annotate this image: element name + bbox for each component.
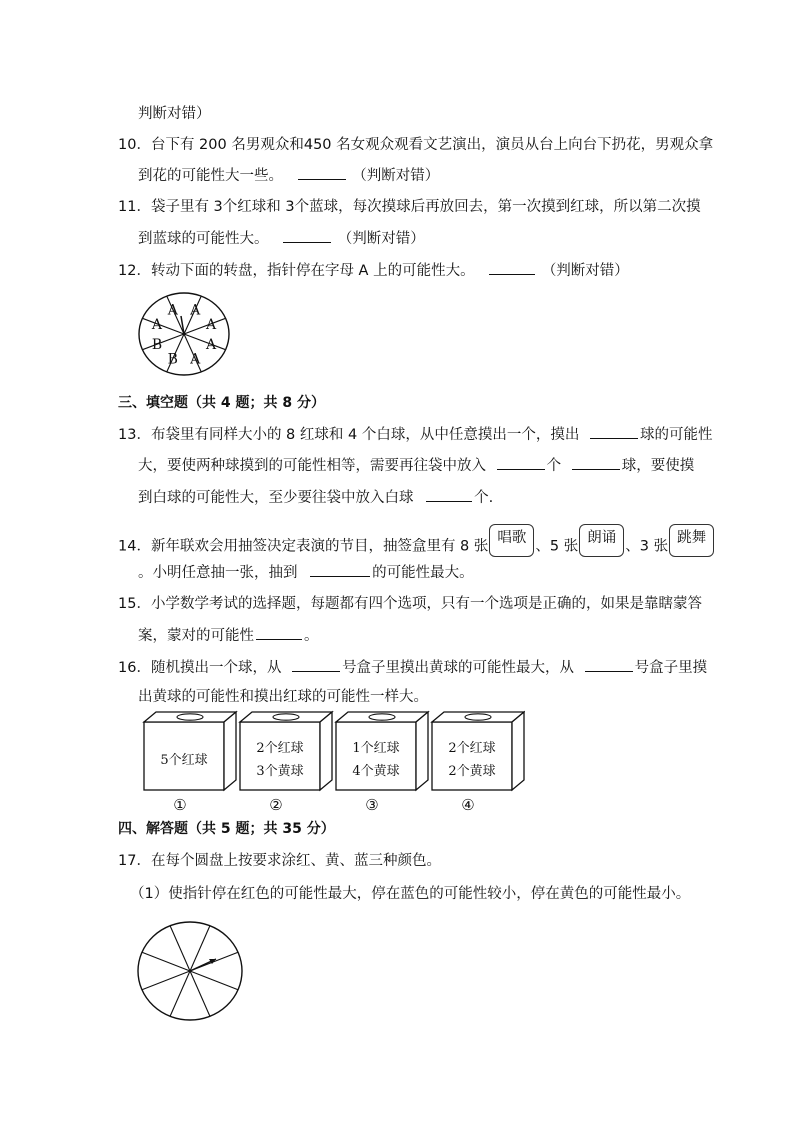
q15-answer-blank[interactable] bbox=[256, 625, 302, 640]
section-3-title: 三、填空题（共 4 题；共 8 分） bbox=[118, 395, 325, 411]
q13-blank-white[interactable] bbox=[426, 487, 472, 502]
q10-answer-blank[interactable] bbox=[298, 165, 346, 180]
q15-line1: 15．小学数学考试的选择题，每题都有四个选项，只有一个选项是正确的，如果是靠瞎蒙答 bbox=[118, 596, 702, 612]
spinner-label: A bbox=[205, 337, 217, 354]
q14-text-3: 、3 张 bbox=[625, 538, 669, 555]
q13-blank-ball[interactable] bbox=[590, 424, 638, 439]
card-reciting: 朗诵 bbox=[579, 524, 624, 557]
q13-blank-color[interactable] bbox=[572, 455, 620, 470]
q16-text-2: 号盒子里摸出黄球的可能性最大，从 bbox=[342, 660, 575, 676]
q11-answer-blank[interactable] bbox=[283, 228, 331, 243]
q13-text-5: 球，要使摸 bbox=[621, 458, 695, 474]
ball-box bbox=[240, 712, 332, 814]
spinner-label: A bbox=[151, 316, 163, 333]
q14-text-4: 。小明任意抽一张，抽到 bbox=[138, 565, 298, 581]
q9-tail: 判断对错） bbox=[138, 106, 211, 122]
card-singing: 唱歌 bbox=[489, 524, 534, 557]
spinner-label: A bbox=[167, 302, 178, 319]
ball-box bbox=[336, 712, 428, 814]
q14-text-2: 、5 张 bbox=[535, 538, 579, 555]
q13-text-2: 球的可能性 bbox=[639, 427, 713, 443]
ball-boxes bbox=[140, 708, 525, 816]
q10-text: 到花的可能性大一些。 bbox=[138, 168, 283, 184]
q10-judge-label: （判断对错） bbox=[352, 168, 440, 184]
q14-text-5: 的可能性最大。 bbox=[372, 565, 474, 581]
ball-box bbox=[144, 712, 236, 814]
q16-text-3: 号盒子里摸 bbox=[634, 660, 708, 676]
q16-text-1: 16．随机摸出一个球，从 bbox=[118, 660, 282, 676]
spinner-label: A bbox=[190, 351, 201, 368]
box-number: ② bbox=[269, 796, 283, 814]
q11-judge-label: （判断对错） bbox=[337, 231, 425, 247]
q17-part1: （1）使指针停在红色的可能性最大，停在蓝色的可能性较小，停在黄色的可能性最小。 bbox=[130, 886, 691, 902]
box-opening bbox=[273, 714, 299, 720]
q13-line1 bbox=[118, 424, 712, 445]
ball-box bbox=[432, 712, 524, 814]
q13-line3 bbox=[138, 487, 493, 508]
box-number: ④ bbox=[461, 796, 475, 814]
box-text-line1: 5个红球 bbox=[160, 753, 208, 768]
q15-text-end: 。 bbox=[304, 628, 319, 644]
q14-line2 bbox=[138, 562, 474, 583]
q14-line1 bbox=[118, 530, 715, 563]
q15-text: 案，蒙对的可能性 bbox=[138, 628, 254, 644]
box-text-line2: 2个黄球 bbox=[448, 764, 496, 779]
section-4-title: 四、解答题（共 5 题；共 35 分） bbox=[118, 821, 335, 837]
q11-line1: 11．袋子里有 3个红球和 3个蓝球，每次摸球后再放回去，第一次摸到红球，所以第二次摸 bbox=[118, 199, 701, 215]
q13-text-7: 个. bbox=[474, 490, 494, 506]
spinner-label: B bbox=[167, 351, 178, 368]
letter-spinner bbox=[137, 291, 233, 379]
q13-blank-count[interactable] bbox=[497, 455, 545, 470]
q12-line bbox=[118, 260, 629, 281]
q12-answer-blank[interactable] bbox=[489, 260, 535, 275]
q13-text-6: 到白球的可能性大，至少要往袋中放入白球 bbox=[138, 490, 414, 506]
q13-text-4: 个 bbox=[546, 458, 562, 474]
q11-line2 bbox=[138, 228, 425, 249]
q15-line2 bbox=[138, 625, 319, 646]
spinner-label: A bbox=[190, 302, 201, 319]
box-opening bbox=[177, 714, 203, 720]
q14-answer-blank[interactable] bbox=[310, 562, 370, 577]
q10-line2 bbox=[138, 165, 439, 186]
q16-blank-equal[interactable] bbox=[585, 657, 633, 672]
card-dancing: 跳舞 bbox=[669, 524, 714, 557]
box-opening bbox=[369, 714, 395, 720]
q16-line2: 出黄球的可能性和摸出红球的可能性一样大。 bbox=[138, 689, 428, 705]
box-number: ③ bbox=[365, 796, 379, 814]
q13-line2 bbox=[138, 455, 694, 476]
blank-spinner[interactable] bbox=[136, 920, 248, 1024]
box-number: ① bbox=[173, 796, 187, 814]
q12-text: 12．转动下面的转盘，指针停在字母 A 上的可能性大。 bbox=[118, 263, 475, 279]
q12-judge-label: （判断对错） bbox=[541, 263, 629, 279]
box-opening bbox=[465, 714, 491, 720]
q11-text: 到蓝球的可能性大。 bbox=[138, 231, 269, 247]
box-text-line2: 4个黄球 bbox=[352, 764, 400, 779]
box-text-line1: 1个红球 bbox=[352, 741, 400, 756]
q16-line1 bbox=[118, 657, 707, 678]
q13-text-1: 13．布袋里有同样大小的 8 红球和 4 个白球，从中任意摸出一个，摸出 bbox=[118, 427, 580, 443]
box-text-line1: 2个红球 bbox=[448, 741, 496, 756]
q14-text-1: 14．新年联欢会用抽签决定表演的节目，抽签盒里有 8 张 bbox=[118, 538, 489, 555]
box-text-line1: 2个红球 bbox=[256, 741, 304, 756]
q17-line1: 17．在每个圆盘上按要求涂红、黄、蓝三种颜色。 bbox=[118, 853, 441, 869]
q10-line1: 10．台下有 200 名男观众和450 名女观众观看文艺演出，演员从台上向台下扔花，男观众拿 bbox=[118, 137, 714, 153]
spinner-label: B bbox=[151, 337, 163, 354]
q16-blank-most-yellow[interactable] bbox=[292, 657, 340, 672]
spinner-label: A bbox=[205, 316, 217, 333]
q13-text-3: 大，要使两种球摸到的可能性相等，需要再往袋中放入 bbox=[138, 458, 486, 474]
box-text-line2: 3个黄球 bbox=[256, 764, 304, 779]
